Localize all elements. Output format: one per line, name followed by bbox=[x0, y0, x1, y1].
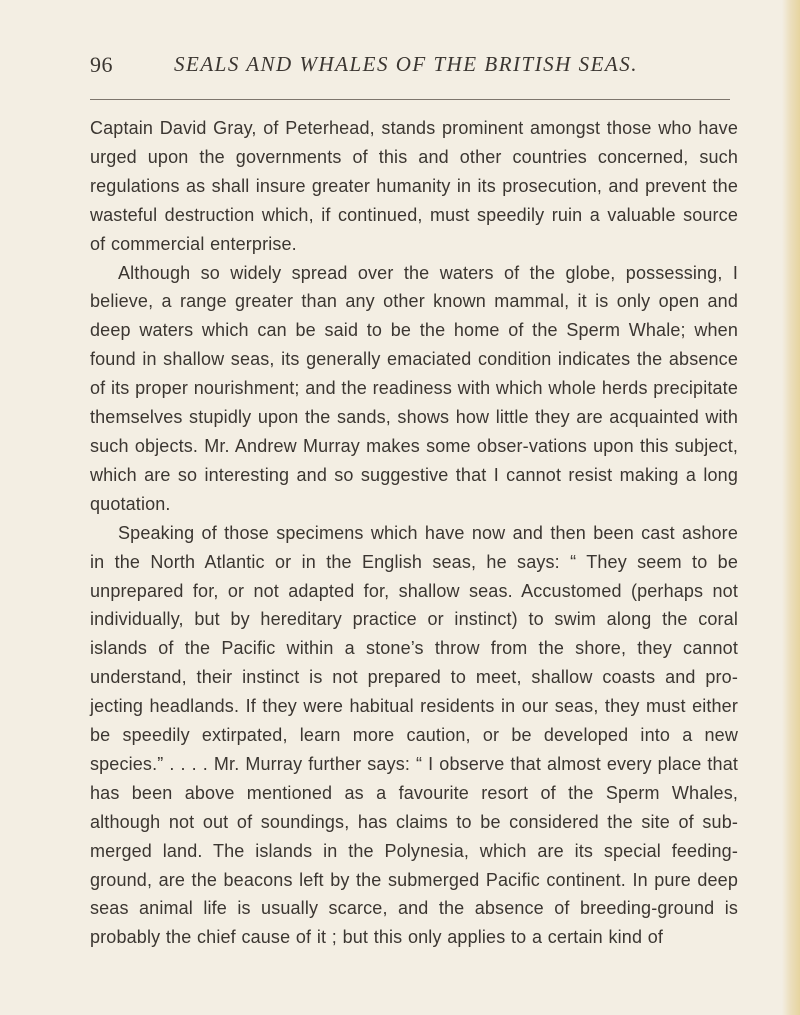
running-title: SEALS AND WHALES OF THE BRITISH SEAS. bbox=[174, 52, 639, 76]
header-rule bbox=[90, 99, 730, 100]
page-header bbox=[90, 52, 730, 82]
paragraph: Although so widely spread over the waters of the globe, possessing, I believe, a range greater than any other known mammal, it is only open and deep waters which can be said to be the home of the Sperm Whale; when found in shallow seas, its generally emaciated condition indicates the absence of its proper nourishment; and the readiness with which whole herds precipitate themselves stupidly upon the sands, shows how little they are acquainted with such objects. Mr. Andrew Murray makes some obser-vations upon this subject, which are so interesting and so suggestive that I cannot resist making a long quotation. bbox=[90, 262, 738, 514]
body-text bbox=[90, 114, 738, 952]
page-edge bbox=[782, 0, 800, 1015]
paragraph: Captain David Gray, of Peterhead, stands prominent amongst those who have urged upon the governments of this and other countries concerned, such regulations as shall insure greater humanity in its prosecution, and prevent the wasteful destruction which, if continued, must speedily ruin a valuable source of commercial enterprise. bbox=[90, 118, 738, 254]
page-number: 96 bbox=[90, 52, 113, 77]
paragraph: Speaking of those specimens which have now and then been cast ashore in the North Atlantic or in the English seas, he says: “ They seem to be unprepared for, or not adapted for, shallow seas. Accustomed (perhaps not individually, but by hereditary practice or instinct) to swim along the coral islands of the Pacific within a stone’s throw from the shore, they cannot understand, their instinct is not prepared to meet, shallow coasts and pro-jecting headlands. If they were habitual residents in our seas, they must either be speedily extirpated, learn more caution, or be developed into a new species.” . . . . Mr. Murray further says: “ I observe that almost every place that has been above mentioned as a favourite resort of the Sperm Whales, although not out of soundings, has claims to be considered the site of sub-merged land. The islands in the Polynesia, which are its special feeding-ground, are the beacons left by the submerged Pacific continent. In pure deep seas animal life is usually scarce, and the absence of breeding-ground is probably the chief cause of it ; but this only applies to a certain kind of bbox=[90, 522, 738, 948]
